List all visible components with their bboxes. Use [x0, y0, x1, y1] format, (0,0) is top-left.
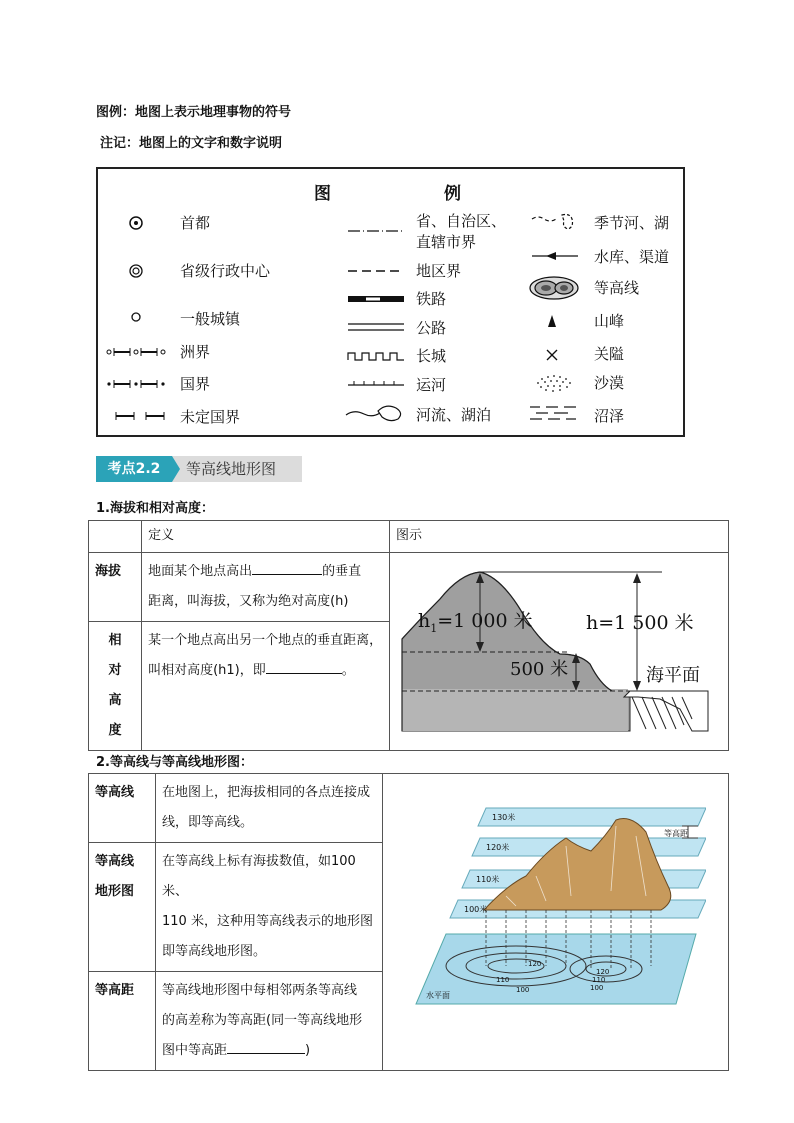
legend-mountain-peak: 山峰	[594, 312, 625, 330]
row-altitude-label: 海拔	[89, 553, 142, 622]
legend-title-right: 例	[444, 184, 461, 204]
part2-heading: 2.等高线与等高线地形图：	[96, 755, 253, 770]
relative-text-c: 。	[341, 663, 355, 678]
part1-heading: 1.海拔和相对高度：	[96, 501, 214, 516]
legend-district-boundary: 地区界	[416, 262, 462, 280]
row-contour-interval-label: 等高距	[89, 972, 156, 1071]
legend-desert: 沙漠	[594, 374, 625, 392]
town-icon	[128, 309, 144, 325]
contour-figure-cell	[383, 774, 729, 1071]
interval-text-3: 图中等高距	[162, 1043, 228, 1058]
legend-title-left: 图	[314, 184, 331, 204]
contour-map-label-1: 等高线	[95, 854, 135, 869]
altitude-figure	[400, 569, 728, 739]
relative-char-4: 度	[108, 723, 122, 738]
swamp-icon	[528, 403, 580, 425]
district-boundary-icon	[346, 265, 406, 277]
fig-h1-label: $h_1=1$ 000 米	[418, 609, 533, 635]
contour-map-text-1: 在等高线上标有海拔数值，如100米、	[162, 854, 356, 899]
mountain-peak-icon	[544, 313, 560, 329]
contour-text-2: 线，即等高线。	[162, 815, 254, 830]
reservoir-canal-icon	[530, 249, 580, 263]
desert-icon	[532, 371, 576, 395]
altitude-blank[interactable]	[252, 560, 322, 575]
relative-blank[interactable]	[266, 659, 342, 674]
row-contour-map-label	[89, 843, 156, 972]
altitude-text-b: 的垂直	[322, 564, 362, 579]
continent-boundary-icon	[106, 345, 166, 359]
national-boundary-icon	[106, 377, 166, 391]
section-arrow-icon	[172, 456, 180, 482]
legend-definition: 图例：地图上表示地理事物的符号	[96, 105, 292, 120]
interval-blank[interactable]	[227, 1039, 305, 1054]
legend-river-lake: 河流、湖泊	[416, 406, 492, 424]
fig-plane-130: 130米	[491, 813, 515, 822]
legend-contour-line: 等高线	[594, 279, 640, 297]
row-contour-text	[156, 774, 383, 843]
fig-contour-110-a: 110	[495, 976, 509, 984]
legend-canal: 运河	[416, 376, 447, 394]
contour-map-text-2: 110 米，这种用等高线表示的地形图	[162, 914, 373, 929]
relative-text-b: 叫相对高度(h1)，即	[148, 663, 266, 678]
fig-sea-level-label: 海平面	[646, 664, 700, 686]
relative-text-a: 某一个地点高出另一个地点的垂直距离，	[148, 633, 383, 648]
row-relative-label	[89, 622, 142, 751]
relative-char-2: 对	[108, 663, 122, 678]
provincial-boundary-icon	[346, 225, 406, 237]
capital-symbol-icon	[126, 213, 146, 233]
contour-table	[88, 773, 729, 1071]
legend-provincial-center: 省级行政中心	[180, 262, 271, 280]
section-tag: 考点2.2	[96, 456, 172, 482]
legend-reservoir-canal: 水库、渠道	[594, 248, 670, 266]
contour-map-figure	[406, 806, 706, 1038]
interval-text-2: 的高差称为等高距(同一等高线地形	[162, 1013, 363, 1028]
fig-plane-120: 120米	[485, 843, 509, 852]
row-contour-map-text	[156, 843, 383, 972]
contour-text-1: 在地图上，把海拔相同的各点连接成	[162, 785, 371, 800]
fig-contour-120-a: 120	[527, 960, 541, 968]
fig-contour-100-b: 100	[589, 984, 603, 992]
great-wall-icon	[346, 349, 406, 363]
altitude-table	[88, 520, 729, 751]
altitude-text-c: 距离，叫海拔，又称为绝对高度(h)	[148, 594, 349, 609]
header-definition: 定义	[142, 521, 390, 553]
altitude-text-a: 地面某个地点高出	[148, 564, 253, 579]
undetermined-boundary-icon	[114, 409, 168, 423]
legend-undetermined-boundary: 未定国界	[180, 408, 241, 426]
legend-highway: 公路	[416, 319, 447, 337]
legend-provincial-boundary-b: 直辖市界	[416, 233, 477, 251]
map-legend-box	[96, 167, 685, 437]
row-relative-definition	[142, 622, 390, 751]
fig-contour-110-b: 110	[591, 976, 605, 984]
railway-icon	[346, 293, 406, 305]
contour-map-text-3: 即等高线地形图。	[162, 944, 267, 959]
legend-national-boundary: 国界	[180, 375, 211, 393]
header-figure: 图示	[390, 521, 729, 553]
section-header	[96, 456, 302, 482]
relative-char-3: 高	[108, 693, 122, 708]
altitude-figure-cell	[390, 553, 729, 751]
fig-plane-110: 110米	[475, 875, 499, 884]
legend-pass: 关隘	[594, 345, 625, 363]
note-definition: 注记：地图上的文字和数字说明	[100, 136, 283, 151]
row-contour-label: 等高线	[89, 774, 156, 843]
row-altitude-definition	[142, 553, 390, 622]
contour-line-icon	[528, 275, 580, 301]
interval-text-1: 等高线地形图中每相邻两条等高线	[162, 983, 358, 998]
interval-text-4: )	[305, 1043, 311, 1058]
seasonal-river-icon	[530, 211, 580, 233]
row-contour-interval-text	[156, 972, 383, 1071]
river-lake-icon	[344, 403, 406, 425]
fig-contour-120-b: 120	[595, 968, 609, 976]
legend-continent-boundary: 洲界	[180, 343, 211, 361]
legend-capital: 首都	[180, 214, 211, 232]
fig-contour-100-a: 100	[515, 986, 529, 994]
highway-icon	[346, 321, 406, 333]
fig-spacing-label: 等高距	[663, 829, 688, 838]
legend-railway: 铁路	[416, 290, 447, 308]
legend-great-wall: 长城	[416, 347, 447, 365]
legend-swamp: 沼泽	[594, 407, 625, 425]
section-title: 等高线地形图	[186, 460, 277, 478]
fig-500-label: 500 米	[510, 658, 569, 680]
fig-plane-100: 100米	[463, 905, 487, 914]
fig-water-plane: 水平面	[425, 991, 450, 1000]
legend-town: 一般城镇	[180, 310, 241, 328]
legend-provincial-boundary-a: 省、自治区、	[416, 212, 507, 230]
relative-char-1: 相	[108, 633, 122, 648]
pass-icon	[544, 347, 560, 363]
provincial-center-icon	[126, 261, 146, 281]
canal-icon	[346, 377, 406, 389]
legend-seasonal-river: 季节河、湖	[594, 214, 670, 232]
fig-h-label: h=1 500 米	[586, 611, 694, 634]
contour-map-label-2: 地形图	[95, 884, 135, 899]
